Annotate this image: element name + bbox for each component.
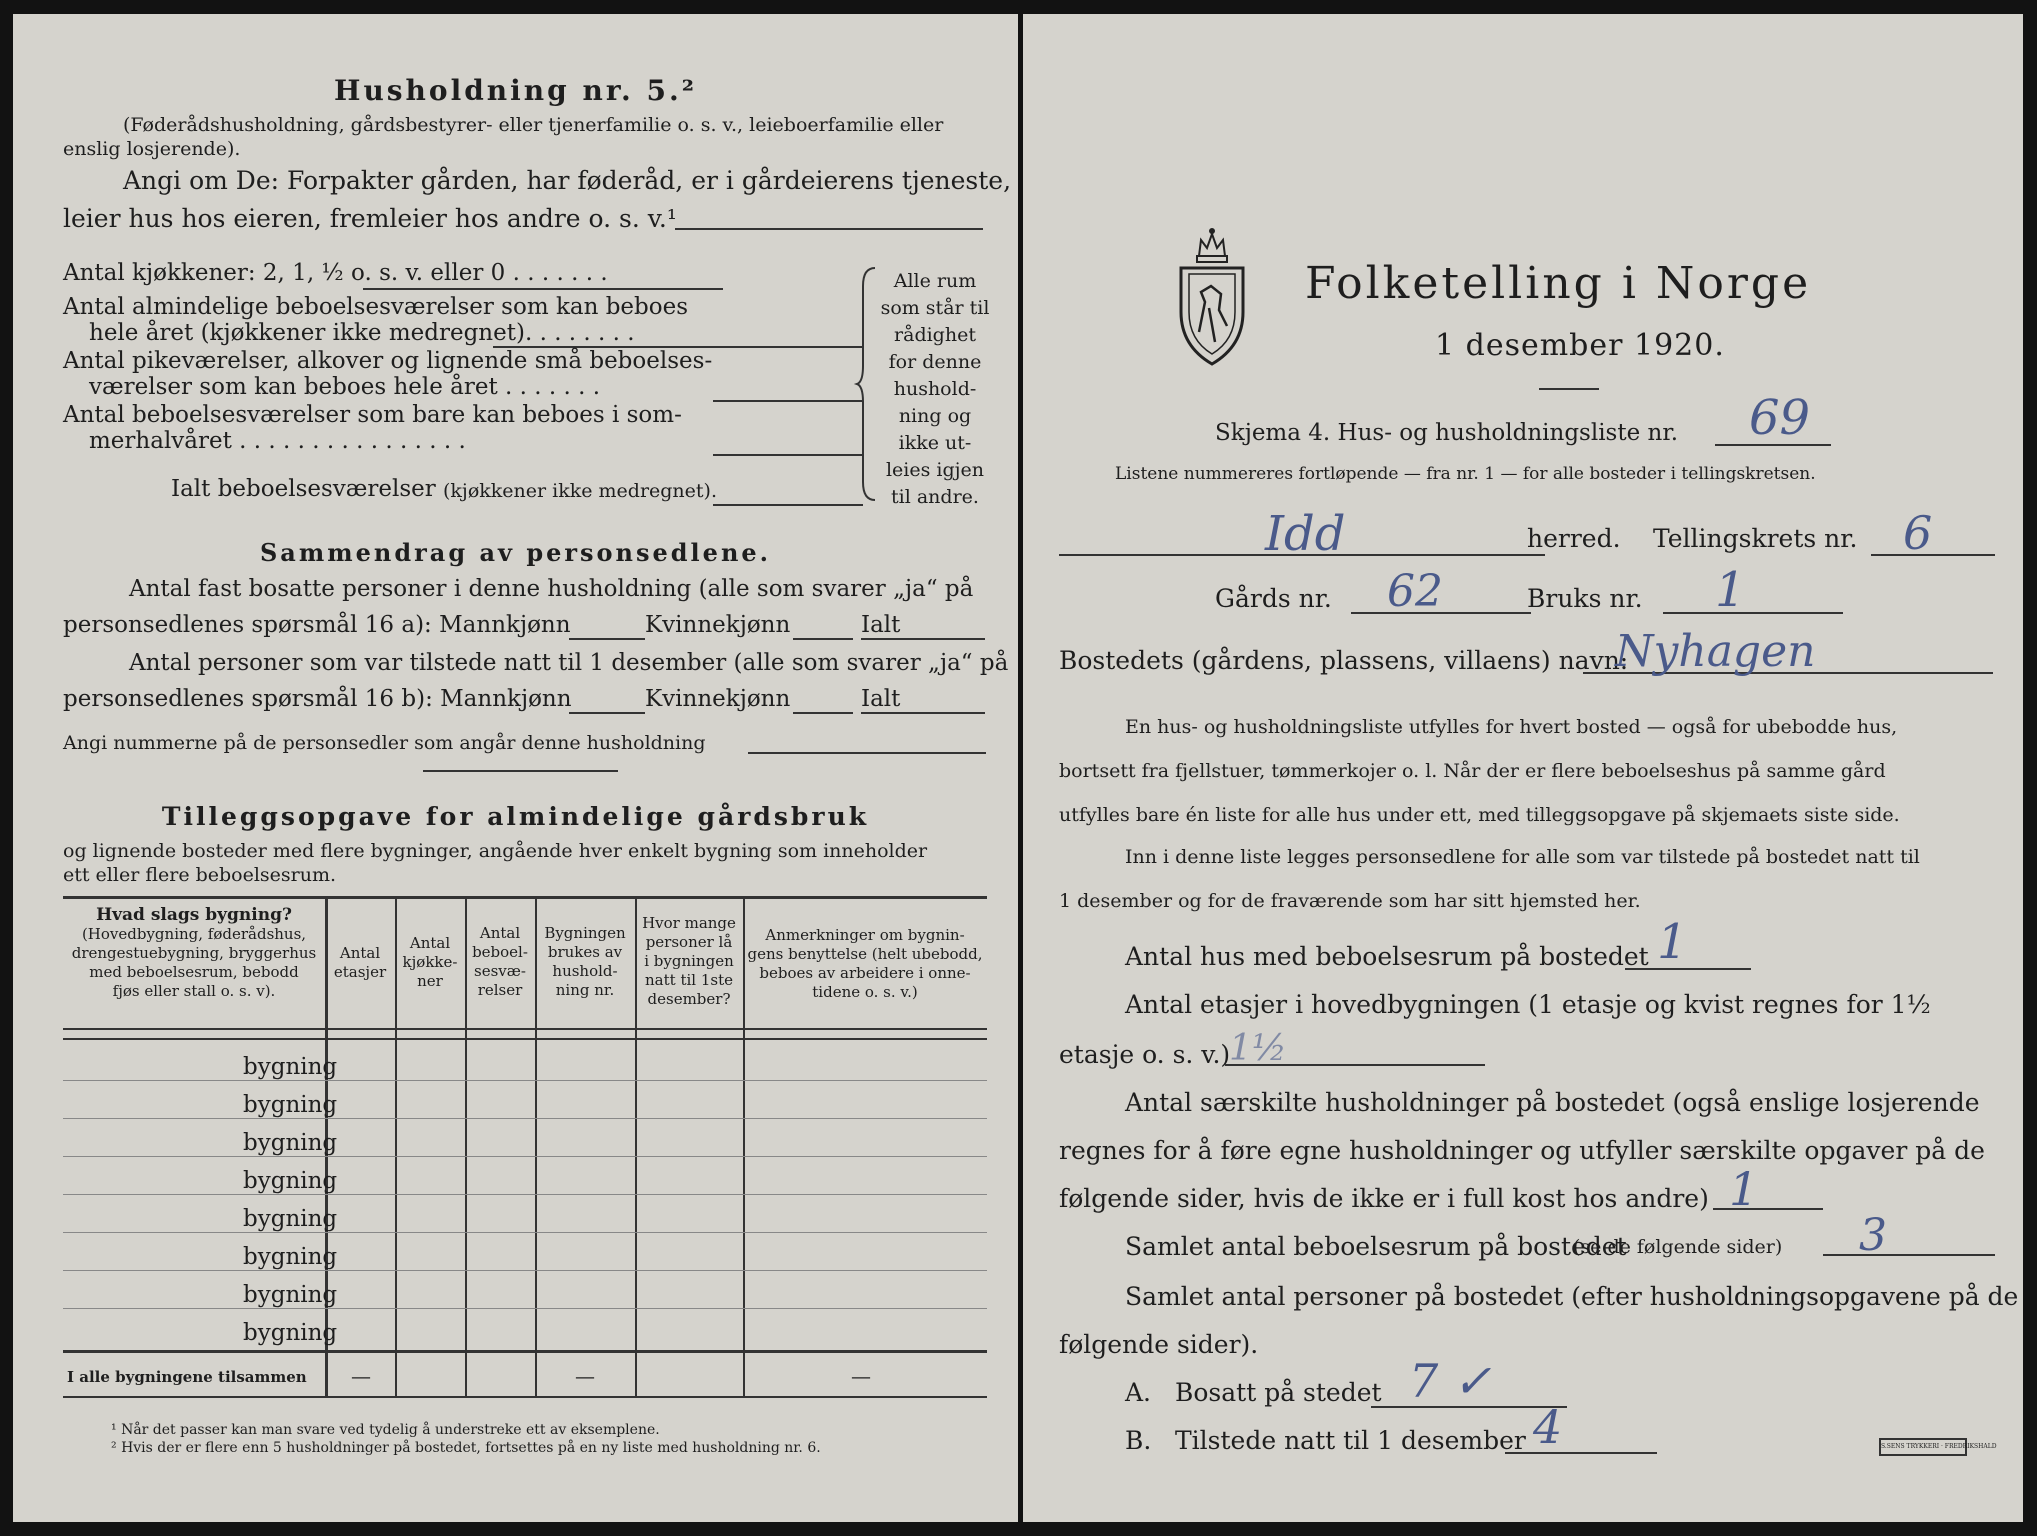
table-row: bygning bbox=[243, 1320, 338, 1346]
antal-hus-value: 1 bbox=[1657, 914, 1688, 970]
tilstede-value: 4 bbox=[1533, 1400, 1563, 1454]
bosatt-letter: A. bbox=[1125, 1378, 1152, 1407]
total-dash-anmerkninger: — bbox=[851, 1364, 871, 1388]
pike-label-2: værelser som kan beboes hele året . . . . . . . bbox=[89, 374, 601, 400]
angi-line-2: leier hus hos eieren, fremleier hos andre o. s. v.¹ bbox=[63, 204, 677, 233]
etasjer-line-1: Antal etasjer i hovedbygningen (1 etasje og kvist regnes for 1½ bbox=[1125, 990, 1931, 1019]
antal-hus-line bbox=[1625, 968, 1751, 970]
angi-answer-line bbox=[675, 228, 983, 230]
almindelige-label-2: hele året (kjøkkener ikke medregnet). . . . . . . . bbox=[89, 320, 635, 346]
coat-of-arms-icon bbox=[1175, 222, 1249, 368]
bostedets-label: Bostedets (gårdens, plassens, villaens) navn: bbox=[1059, 646, 1629, 675]
tilstede-label: Tilstede natt til 1 desember bbox=[1175, 1426, 1526, 1455]
household-note-2: enslig losjerende). bbox=[63, 138, 241, 160]
summary-b-kvinne-line bbox=[793, 712, 853, 714]
angi-nummerne-line bbox=[748, 752, 986, 754]
skjema-nr-value: 69 bbox=[1749, 390, 1811, 446]
para1-line-2: bortsett fra fjellstuer, tømmerkojer o. l. Når der er flere beboelseshus på samme gård bbox=[1059, 760, 1886, 782]
herred-value: Idd bbox=[1265, 506, 1346, 562]
summary-title: Sammendrag av personsedlene. bbox=[259, 538, 772, 567]
angi-line-1: Angi om De: Forpakter gården, har føderåd, er i gårdeierens tjeneste, bbox=[123, 166, 1012, 195]
para2-line-2: 1 desember og for de fraværende som har sitt hjemsted her. bbox=[1059, 890, 1641, 912]
bosatt-label: Bosatt på stedet bbox=[1175, 1378, 1382, 1407]
saerskilte-line-2: regnes for å føre egne husholdninger og utfyller særskilte opgaver på de bbox=[1059, 1136, 1985, 1165]
summary-b-mann-line bbox=[569, 712, 645, 714]
right-page bbox=[1023, 14, 2023, 1522]
saerskilte-line-1: Antal særskilte husholdninger på bostedet (også enslige losjerende bbox=[1125, 1088, 1980, 1117]
col-header-vaerelser: Antal beboel- sesvæ- relser bbox=[472, 924, 528, 999]
ialt-note: (kjøkkener ikke medregnet). bbox=[443, 480, 717, 502]
tillegg-title: Tilleggsopgave for almindelige gårdsbruk bbox=[161, 802, 870, 831]
household-note-1: (Føderådshusholdning, gårdsbestyrer- eller tjenerfamilie o. s. v., leieboerfamilie eller bbox=[123, 114, 944, 136]
col-header-type: Hvad slags bygning? (Hovedbygning, føderådshus, drengestuebygning, bryggerhus med beboelsesrum, bebodd fjøs eller stall o. s. v). bbox=[71, 905, 317, 1000]
ialt-label: Ialt beboelsesværelser bbox=[171, 476, 436, 502]
antal-hus-label: Antal hus med beboelsesrum på bostedet bbox=[1125, 942, 1649, 971]
samlet-rum-value: 3 bbox=[1859, 1210, 1887, 1261]
samlet-pers-line-2: følgende sider). bbox=[1059, 1330, 1259, 1359]
printer-mark: S.SENS TRYKKERI · FREDRIKSHALD bbox=[1879, 1438, 1967, 1456]
sommer-label-2: merhalvåret . . . . . . . . . . . . . . . . bbox=[89, 428, 466, 454]
summary-a-ialt: Ialt bbox=[861, 612, 901, 638]
census-title: Folketelling i Norge bbox=[1305, 258, 1812, 309]
bosatt-value: 7 ✓ bbox=[1409, 1354, 1492, 1408]
bruks-value: 1 bbox=[1715, 562, 1746, 618]
summary-b-ialt: Ialt bbox=[861, 686, 901, 712]
tellingskrets-value: 6 bbox=[1903, 506, 1933, 560]
section-divider bbox=[423, 770, 618, 772]
table-row: bygning bbox=[243, 1092, 338, 1118]
side-note: Alle rum som står til rådighet for denne hushold- ning og ikke ut- leies igjen til andre. bbox=[880, 270, 990, 508]
table-row: bygning bbox=[243, 1130, 338, 1156]
saerskilte-line-3: følgende sider, hvis de ikke er i full kost hos andre) bbox=[1059, 1184, 1709, 1213]
tillegg-sub-1: og lignende bosteder med flere bygninger, angående hver enkelt bygning som inneholder bbox=[63, 840, 928, 862]
tilstede-letter: B. bbox=[1125, 1426, 1152, 1455]
para1-line-1: En hus- og husholdningsliste utfylles for hvert bosted — også for ubebodde hus, bbox=[1125, 716, 1898, 738]
col-header-etasjer: Antal etasjer bbox=[333, 944, 387, 981]
footnote-2: ² Hvis der er flere enn 5 husholdninger på bostedet, fortsettes på en ny liste med husholdning nr. 6. bbox=[111, 1440, 821, 1456]
table-row: bygning bbox=[243, 1244, 338, 1270]
tellingskrets-label: Tellingskrets nr. bbox=[1653, 524, 1858, 553]
col-header-personer: Hvor mange personer lå i bygningen natt til 1ste desember? bbox=[642, 914, 736, 1008]
total-dash-husholdning: — bbox=[575, 1364, 595, 1388]
almindelige-label-1: Antal almindelige beboelsesværelser som kan beboes bbox=[63, 294, 689, 320]
gards-value: 62 bbox=[1387, 566, 1443, 617]
pike-line bbox=[713, 400, 863, 402]
bruks-label: Bruks nr. bbox=[1527, 584, 1643, 613]
pike-label-1: Antal pikeværelser, alkover og lignende små beboelses- bbox=[63, 348, 713, 374]
etasjer-value: 1½ bbox=[1229, 1028, 1287, 1069]
summary-a-kvinne: Kvinnekjønn bbox=[645, 612, 791, 638]
kjokkener-label: Antal kjøkkener: 2, 1, ½ o. s. v. eller 0 . . . . . . . bbox=[63, 260, 608, 286]
saerskilte-value: 1 bbox=[1729, 1162, 1759, 1216]
ialt-line bbox=[713, 504, 863, 506]
bruks-line bbox=[1663, 612, 1843, 614]
samlet-rum-note: (se de følgende sider) bbox=[1573, 1236, 1783, 1258]
sommer-label-1: Antal beboelsesværelser som bare kan beboes i som- bbox=[63, 402, 682, 428]
table-row: bygning bbox=[243, 1282, 338, 1308]
total-row-label: I alle bygningene tilsammen bbox=[67, 1368, 307, 1386]
summary-a-line-1: Antal fast bosatte personer i denne husholdning (alle som svarer „ja“ på bbox=[129, 576, 974, 602]
household-title: Husholdning nr. 5.² bbox=[333, 74, 698, 107]
gards-label: Gårds nr. bbox=[1215, 584, 1332, 613]
col-header-husholdning: Bygningen brukes av hushold- ning nr. bbox=[544, 924, 626, 999]
angi-nummerne: Angi nummerne på de personsedler som angår denne husholdning bbox=[63, 732, 706, 754]
herred-label: herred. bbox=[1527, 524, 1621, 553]
summary-a-line-2: personsedlenes spørsmål 16 a): Mannkjønn bbox=[63, 612, 571, 638]
summary-b-line-2: personsedlenes spørsmål 16 b): Mannkjønn bbox=[63, 686, 572, 712]
samlet-rum-label: Samlet antal beboelsesrum på bostedet bbox=[1125, 1232, 1627, 1261]
title-divider bbox=[1539, 388, 1599, 390]
summary-a-kvinne-line bbox=[793, 638, 853, 640]
kjokkener-line bbox=[363, 288, 723, 290]
summary-b-ialt-line bbox=[861, 712, 985, 714]
etasjer-line-2: etasje o. s. v.) bbox=[1059, 1040, 1231, 1069]
para1-line-3: utfylles bare én liste for alle hus under ett, med tilleggsopgave på skjemaets siste side. bbox=[1059, 804, 1900, 826]
total-dash-etasjer: — bbox=[351, 1364, 371, 1388]
left-page bbox=[13, 14, 1018, 1522]
summary-b-line-1: Antal personer som var tilstede natt til 1 desember (alle som svarer „ja“ på bbox=[129, 650, 1009, 676]
table-row: bygning bbox=[243, 1054, 338, 1080]
col-header-anmerkninger: Anmerkninger om bygnin- gens benyttelse (helt ubebodd, beboes av arbeidere i onne- tidene o. s. v.) bbox=[747, 926, 983, 1001]
footnote-1: ¹ Når det passer kan man svare ved tydelig å understreke ett av eksemplene. bbox=[111, 1422, 660, 1438]
summary-b-kvinne: Kvinnekjønn bbox=[645, 686, 791, 712]
samlet-rum-line bbox=[1823, 1254, 1995, 1256]
bostedets-value: Nyhagen bbox=[1615, 626, 1816, 677]
col-header-kjokkener: Antal kjøkke- ner bbox=[402, 934, 458, 990]
skjema-label: Skjema 4. Hus- og husholdningsliste nr. bbox=[1215, 420, 1679, 446]
table-row: bygning bbox=[243, 1168, 338, 1194]
table-row: bygning bbox=[243, 1206, 338, 1232]
tillegg-sub-2: ett eller flere beboelsesrum. bbox=[63, 864, 337, 886]
sommer-line bbox=[713, 454, 863, 456]
tilstede-line bbox=[1505, 1452, 1657, 1454]
tellingskrets-line bbox=[1871, 554, 1995, 556]
samlet-pers-line-1: Samlet antal personer på bostedet (efter husholdningsopgavene på de bbox=[1125, 1282, 2019, 1311]
para2-line-1: Inn i denne liste legges personsedlene for alle som var tilstede på bostedet natt til bbox=[1125, 846, 1920, 868]
summary-a-ialt-line bbox=[861, 638, 985, 640]
summary-a-mann-line bbox=[569, 638, 645, 640]
census-date: 1 desember 1920. bbox=[1435, 328, 1725, 363]
listene-note: Listene nummereres fortløpende — fra nr. 1 — for alle bosteder i tellingskretsen. bbox=[1115, 464, 1816, 484]
